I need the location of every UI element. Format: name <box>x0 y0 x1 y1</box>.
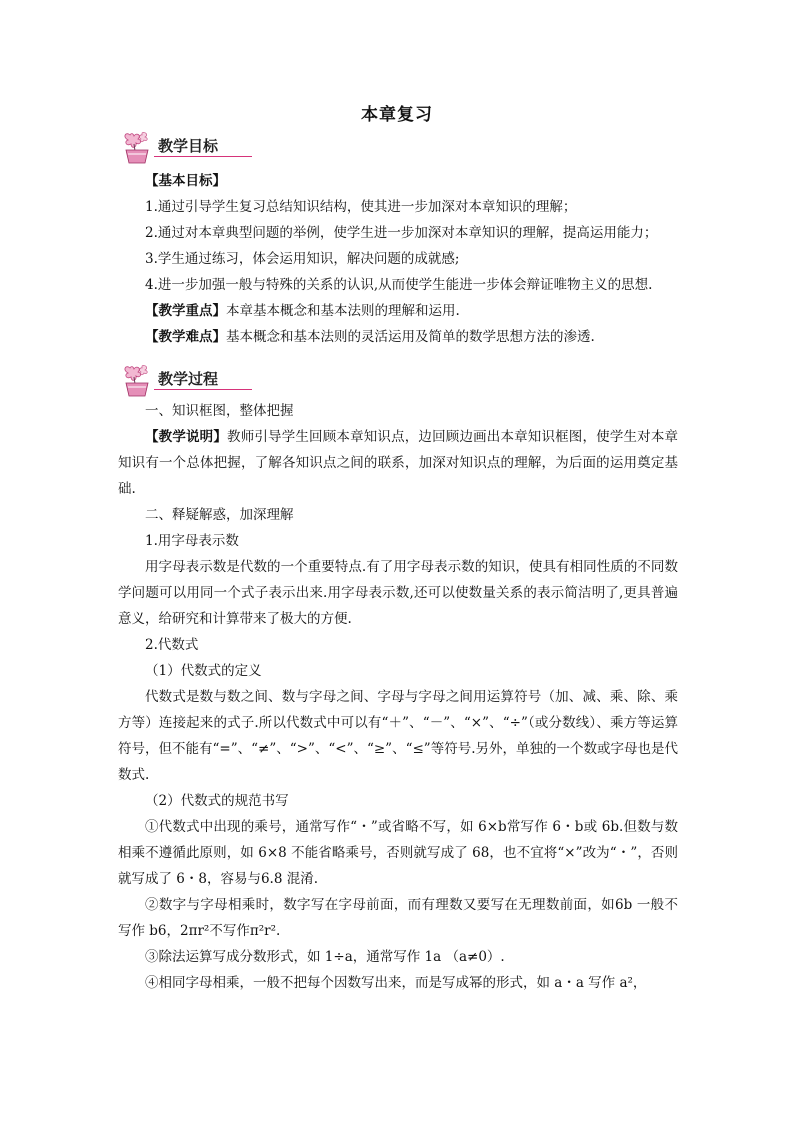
sub1-heading: 1.用字母表示数 <box>145 533 239 549</box>
sub2-1-heading: （1）代数式的定义 <box>145 663 262 679</box>
part1-heading: 一、知识框图，整体把握 <box>145 403 294 419</box>
process-block <box>118 398 678 996</box>
section-heading-label: 教学目标 <box>158 137 219 155</box>
difficulty-text: 基本概念和基本法则的灵活运用及简单的数学思想方法的渗透. <box>226 329 595 345</box>
difficulty-label: 【教学难点】 <box>145 329 226 345</box>
sub2-1-text: 代数式是数与数之间、数与字母之间、字母与字母之间用运算符号（加、减、乘、除、乘方等）连接起来的式子.所以代数式中可以有“＋”、“－”、“×”、“÷”（或分数线）、乘方等运算符号，但不能有“=”、“≠”、“>”、“<”、“≥”、“≤”等符号.另外，单独的一个数或字母也是代数式. <box>118 689 678 783</box>
explain-text: 教师引导学生回顾本章知识点，边回顾边画出本章知识框图，使学生对本章知识有一个总体把握，了解各知识点之间的联系，加深对知识点的理解，为后面的运用奠定基础. <box>118 429 679 497</box>
flower-pot-icon <box>118 131 158 165</box>
key-point-text: 本章基本概念和基本法则的理解和运用. <box>226 303 460 319</box>
part2-heading: 二、释疑解惑，加深理解 <box>145 507 294 523</box>
basic-objectives-label: 【基本目标】 <box>145 173 226 189</box>
key-point-paragraph <box>118 298 678 324</box>
objective-item: 3.学生通过练习，体会运用知识，解决问题的成就感; <box>145 251 460 267</box>
heading-underline <box>154 156 252 157</box>
objective-item: 4.进一步加强一般与特殊的关系的认识,从而使学生能进一步体会辩证唯物主义的思想. <box>145 277 653 293</box>
rule-3: ③除法运算写成分数形式，如 1÷a，通常写作 1a （a≠0）. <box>145 949 505 965</box>
difficulty-paragraph <box>118 324 678 350</box>
rule-1: ①代数式中出现的乘号，通常写作“・”或省略不写，如 6×b常写作 6・b或 6b.但数与数相乘不遵循此原则，如 6×8 不能省略乘号，否则就写成了 68，也不宜将“×”改为“・”，否则就写成了 6・8，容易与6.8 混淆. <box>118 819 678 887</box>
objective-item: 2.通过对本章典型问题的举例，使学生进一步加深对本章知识的理解，提高运用能力； <box>145 225 658 241</box>
objective-item: 1.通过引导学生复习总结知识结构，使其进一步加深对本章知识的理解； <box>145 199 577 215</box>
sub1-text: 用字母表示数是代数的一个重要特点.有了用字母表示数的知识，使具有相同性质的不同数学问题可以用同一个式子表示出来.用字母表示数,还可以使数量关系的表示简洁明了,更具普遍意义，给研究和计算带来了极大的方便. <box>118 559 678 627</box>
flower-pot-icon <box>118 364 158 398</box>
rule-4: ④相同字母相乘，一般不把每个因数写出来，而是写成幂的形式，如 a・a 写作 a²， <box>145 975 647 991</box>
heading-underline <box>154 389 252 390</box>
section-heading-objectives <box>118 131 258 165</box>
section-heading-process <box>118 364 258 398</box>
objectives-block <box>118 168 678 350</box>
key-point-label: 【教学重点】 <box>145 303 226 319</box>
explain-label: 【教学说明】 <box>145 429 228 445</box>
explain-paragraph <box>118 424 678 502</box>
page-title: 本章复习 <box>361 105 433 125</box>
sub2-heading: 2.代数式 <box>145 637 199 653</box>
rule-2: ②数字与字母相乘时，数字写在字母前面，而有理数又要写在无理数前面，如6b 一般不写作 b6，2πr²不写作π²r². <box>118 897 678 939</box>
section-heading-label: 教学过程 <box>158 370 219 388</box>
sub2-2-heading: （2）代数式的规范书写 <box>145 793 289 809</box>
